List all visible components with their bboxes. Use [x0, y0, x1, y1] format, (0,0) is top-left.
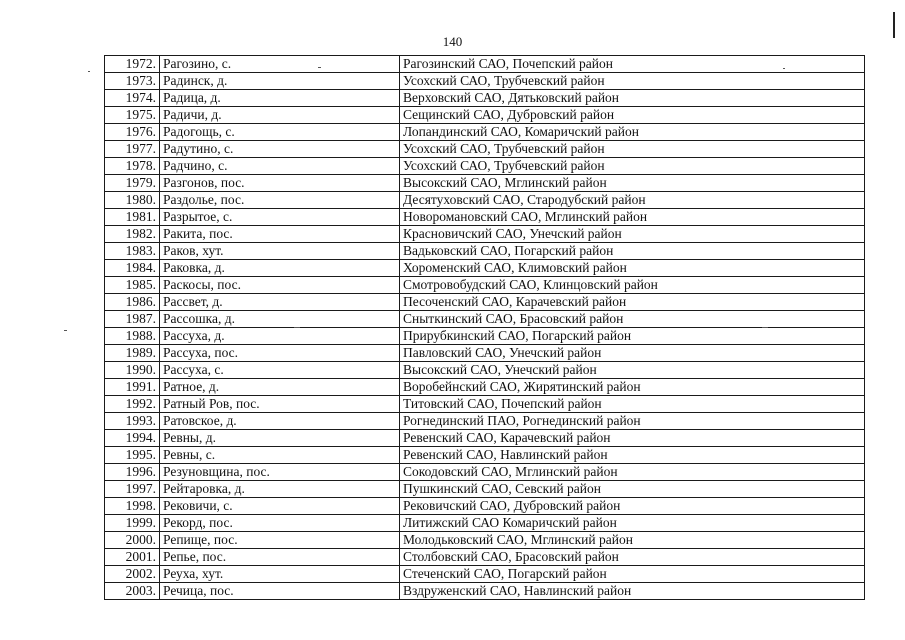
row-number: 1986. [105, 294, 160, 311]
administrative-unit: Высокский САО, Мглинский район [400, 175, 865, 192]
settlement-name: Разгонов, пос. [160, 175, 400, 192]
administrative-unit: Сныткинский САО, Брасовский район [400, 311, 865, 328]
row-number: 1982. [105, 226, 160, 243]
row-number: 1998. [105, 498, 160, 515]
settlement-name: Рейтаровка, д. [160, 481, 400, 498]
administrative-unit: Сещинский САО, Дубровский район [400, 107, 865, 124]
settlement-name: Речица, пос. [160, 583, 400, 600]
administrative-unit: Рековичский САО, Дубровский район [400, 498, 865, 515]
scan-speck [88, 71, 90, 72]
row-number: 1978. [105, 158, 160, 175]
settlement-name: Раскосы, пос. [160, 277, 400, 294]
settlement-name: Ревны, д. [160, 430, 400, 447]
administrative-unit: Смотровобудский САО, Клинцовский район [400, 277, 865, 294]
administrative-unit: Воробейнский САО, Жирятинский район [400, 379, 865, 396]
edge-scan-mark [893, 12, 895, 38]
row-number: 2002. [105, 566, 160, 583]
administrative-unit: Ревенский САО, Карачевский район [400, 430, 865, 447]
settlement-name: Рассуха, д. [160, 328, 400, 345]
administrative-unit: Усохский САО, Трубчевский район [400, 141, 865, 158]
settlement-name: Радичи, д. [160, 107, 400, 124]
administrative-unit: Хороменский САО, Климовский район [400, 260, 865, 277]
table-row [105, 277, 865, 294]
settlement-name: Репье, пос. [160, 549, 400, 566]
row-number: 1985. [105, 277, 160, 294]
table-row [105, 311, 865, 328]
administrative-unit: Пушкинский САО, Севский район [400, 481, 865, 498]
row-number: 1988. [105, 328, 160, 345]
row-number: 1996. [105, 464, 160, 481]
settlement-name: Рассвет, д. [160, 294, 400, 311]
settlement-name: Радинск, д. [160, 73, 400, 90]
settlement-name: Реуха, хут. [160, 566, 400, 583]
table-row [105, 243, 865, 260]
administrative-unit: Прирубкинский САО, Погарский район [400, 328, 865, 345]
table-row [105, 464, 865, 481]
table-row [105, 379, 865, 396]
row-number: 1983. [105, 243, 160, 260]
settlement-table [104, 55, 865, 600]
table-body [105, 56, 865, 600]
administrative-unit: Высокский САО, Унечский район [400, 362, 865, 379]
table-row [105, 583, 865, 600]
settlement-name: Рагозино, с. [160, 56, 400, 73]
row-number: 1977. [105, 141, 160, 158]
table-row [105, 141, 865, 158]
row-number: 1991. [105, 379, 160, 396]
settlement-name: Радчино, с. [160, 158, 400, 175]
settlement-name: Ратный Ров, пос. [160, 396, 400, 413]
row-number: 2001. [105, 549, 160, 566]
row-number: 2003. [105, 583, 160, 600]
table-row [105, 107, 865, 124]
administrative-unit: Сокодовский САО, Мглинский район [400, 464, 865, 481]
table-row [105, 175, 865, 192]
table-row [105, 158, 865, 175]
row-number: 1999. [105, 515, 160, 532]
table-row [105, 430, 865, 447]
settlement-name: Раздолье, пос. [160, 192, 400, 209]
administrative-unit: Стеченский САО, Погарский район [400, 566, 865, 583]
settlement-name: Репище, пос. [160, 532, 400, 549]
table-row [105, 447, 865, 464]
settlement-name: Рассошка, д. [160, 311, 400, 328]
administrative-unit: Десятуховский САО, Стародубский район [400, 192, 865, 209]
scan-speck [762, 327, 768, 328]
administrative-unit: Усохский САО, Трубчевский район [400, 158, 865, 175]
administrative-unit: Молодьковский САО, Мглинский район [400, 532, 865, 549]
row-number: 1989. [105, 345, 160, 362]
settlement-name: Раков, хут. [160, 243, 400, 260]
administrative-unit: Верховский САО, Дятьковский район [400, 90, 865, 107]
administrative-unit: Новоромановский САО, Мглинский район [400, 209, 865, 226]
row-number: 1975. [105, 107, 160, 124]
table-row [105, 362, 865, 379]
table-row [105, 226, 865, 243]
administrative-unit: Ревенский САО, Навлинский район [400, 447, 865, 464]
row-number: 1984. [105, 260, 160, 277]
row-number: 2000. [105, 532, 160, 549]
table-row [105, 90, 865, 107]
scan-speck [294, 327, 300, 328]
row-number: 1995. [105, 447, 160, 464]
administrative-unit: Вздруженский САО, Навлинский район [400, 583, 865, 600]
page-number: 140 [442, 34, 463, 49]
row-number: 1992. [105, 396, 160, 413]
table-row [105, 515, 865, 532]
administrative-unit: Рагозинский САО, Почепский район [400, 56, 865, 73]
table-row [105, 192, 865, 209]
table-row [105, 396, 865, 413]
administrative-unit: Столбовский САО, Брасовский район [400, 549, 865, 566]
scan-speck [783, 68, 785, 69]
table-row [105, 413, 865, 430]
row-number: 1972. [105, 56, 160, 73]
administrative-unit: Красновичский САО, Унечский район [400, 226, 865, 243]
settlement-name: Ревны, с. [160, 447, 400, 464]
settlement-name: Ракита, пос. [160, 226, 400, 243]
table-row [105, 56, 865, 73]
table-row [105, 294, 865, 311]
administrative-unit: Литижский САО Комаричский район [400, 515, 865, 532]
row-number: 1987. [105, 311, 160, 328]
scan-speck [318, 67, 321, 68]
row-number: 1981. [105, 209, 160, 226]
administrative-unit: Лопандинский САО, Комаричский район [400, 124, 865, 141]
table-row [105, 209, 865, 226]
settlement-name: Радогощь, с. [160, 124, 400, 141]
table-row [105, 73, 865, 90]
row-number: 1976. [105, 124, 160, 141]
administrative-unit: Усохский САО, Трубчевский район [400, 73, 865, 90]
settlement-name: Радица, д. [160, 90, 400, 107]
settlement-name: Рассуха, с. [160, 362, 400, 379]
table-row [105, 566, 865, 583]
table-row [105, 532, 865, 549]
table-row [105, 498, 865, 515]
row-number: 1997. [105, 481, 160, 498]
settlement-name: Рековичи, с. [160, 498, 400, 515]
table-row [105, 328, 865, 345]
administrative-unit: Песоченский САО, Карачевский район [400, 294, 865, 311]
scan-speck [64, 330, 67, 331]
administrative-unit: Павловский САО, Унечский район [400, 345, 865, 362]
settlement-name: Ратное, д. [160, 379, 400, 396]
row-number: 1993. [105, 413, 160, 430]
row-number: 1980. [105, 192, 160, 209]
settlement-name: Ратовское, д. [160, 413, 400, 430]
table-row [105, 345, 865, 362]
row-number: 1979. [105, 175, 160, 192]
administrative-unit: Рогнединский ПАО, Рогнединский район [400, 413, 865, 430]
table-row [105, 481, 865, 498]
settlement-name: Резуновщина, пос. [160, 464, 400, 481]
administrative-unit: Титовский САО, Почепский район [400, 396, 865, 413]
table-row [105, 549, 865, 566]
administrative-unit: Вадьковский САО, Погарский район [400, 243, 865, 260]
settlement-name: Разрытое, с. [160, 209, 400, 226]
row-number: 1974. [105, 90, 160, 107]
row-number: 1990. [105, 362, 160, 379]
settlement-name: Радутино, с. [160, 141, 400, 158]
table-row [105, 124, 865, 141]
row-number: 1973. [105, 73, 160, 90]
settlement-name: Рассуха, пос. [160, 345, 400, 362]
settlement-name: Рекорд, пос. [160, 515, 400, 532]
settlement-name: Раковка, д. [160, 260, 400, 277]
table-row [105, 260, 865, 277]
row-number: 1994. [105, 430, 160, 447]
